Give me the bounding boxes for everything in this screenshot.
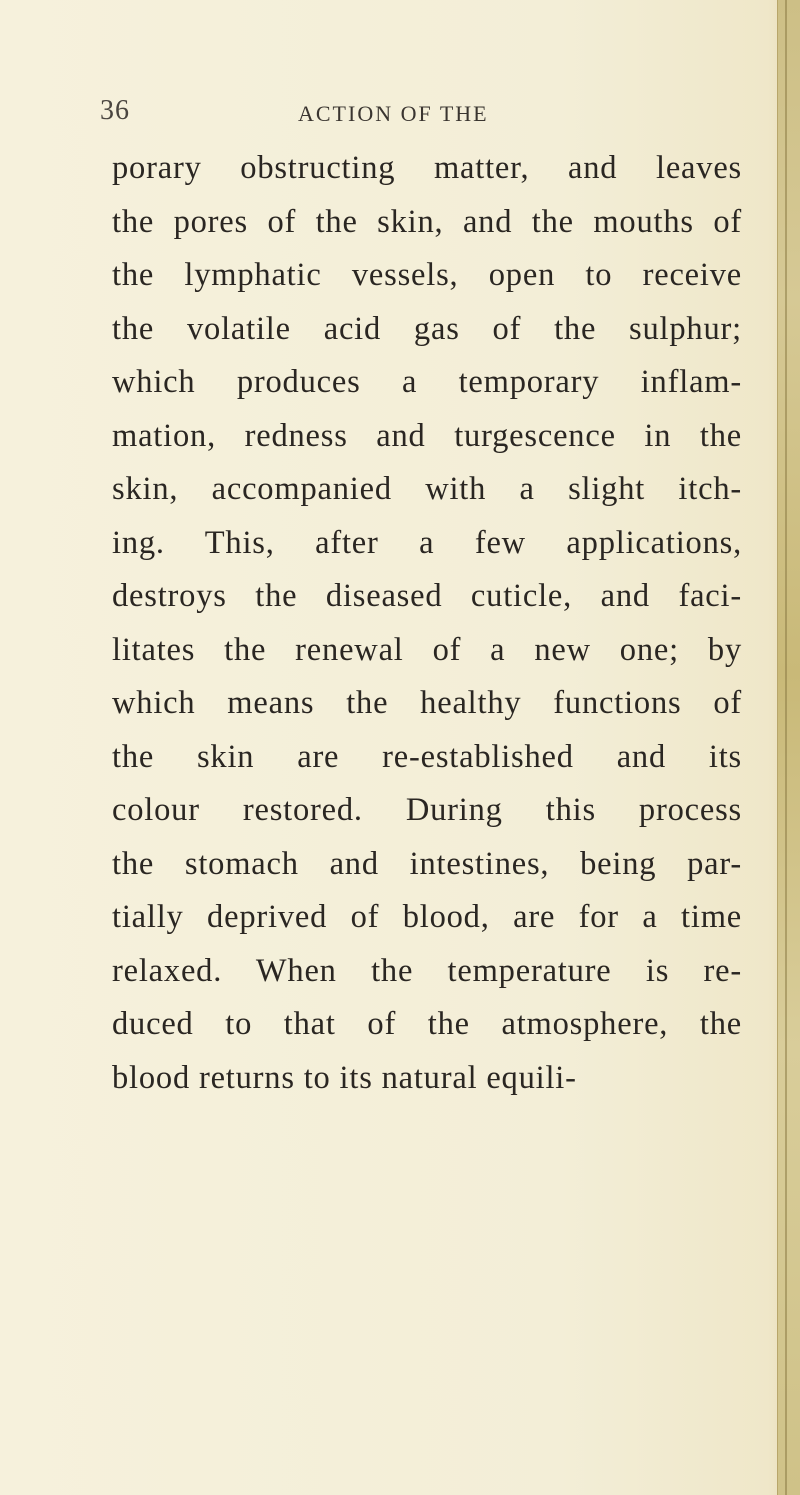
text-line: the stomach and intestines, being par-: [112, 845, 742, 882]
text-line: porary obstructing matter, and leaves: [112, 150, 742, 186]
text-line: the lymphatic vessels, open to receive: [112, 257, 742, 293]
text-line: ing. This, after a few applications,: [112, 524, 742, 561]
page-number: 36: [100, 95, 130, 126]
text-line: which produces a temporary inflam-: [112, 364, 742, 400]
text-line: duced to that of the atmosphere, the: [112, 1006, 742, 1042]
text-line: the skin are re-established and its: [112, 738, 742, 775]
text-line: colour restored. During this process: [112, 792, 742, 828]
text-line: the pores of the skin, and the mouths of: [112, 203, 742, 240]
text-line: skin, accompanied with a slight itch-: [112, 471, 742, 507]
text-line: litates the renewal of a new one; by: [112, 631, 742, 668]
text-line: the volatile acid gas of the sulphur;: [112, 310, 742, 347]
text-line: mation, redness and turgescence in the: [112, 417, 742, 454]
running-title: ACTION OF THE: [298, 101, 489, 126]
text-line: destroys the diseased cuticle, and faci-: [112, 578, 742, 614]
text-line: blood returns to its natural equili-: [112, 1059, 577, 1096]
text-line: which means the healthy functions of: [112, 685, 742, 721]
page-header: [100, 95, 780, 145]
text-line: tially deprived of blood, are for a time: [112, 899, 742, 935]
page-edge: [777, 0, 800, 1495]
body-text: [112, 142, 742, 1105]
binding-shadow: [785, 0, 787, 1495]
text-line: relaxed. When the temperature is re-: [112, 952, 742, 989]
